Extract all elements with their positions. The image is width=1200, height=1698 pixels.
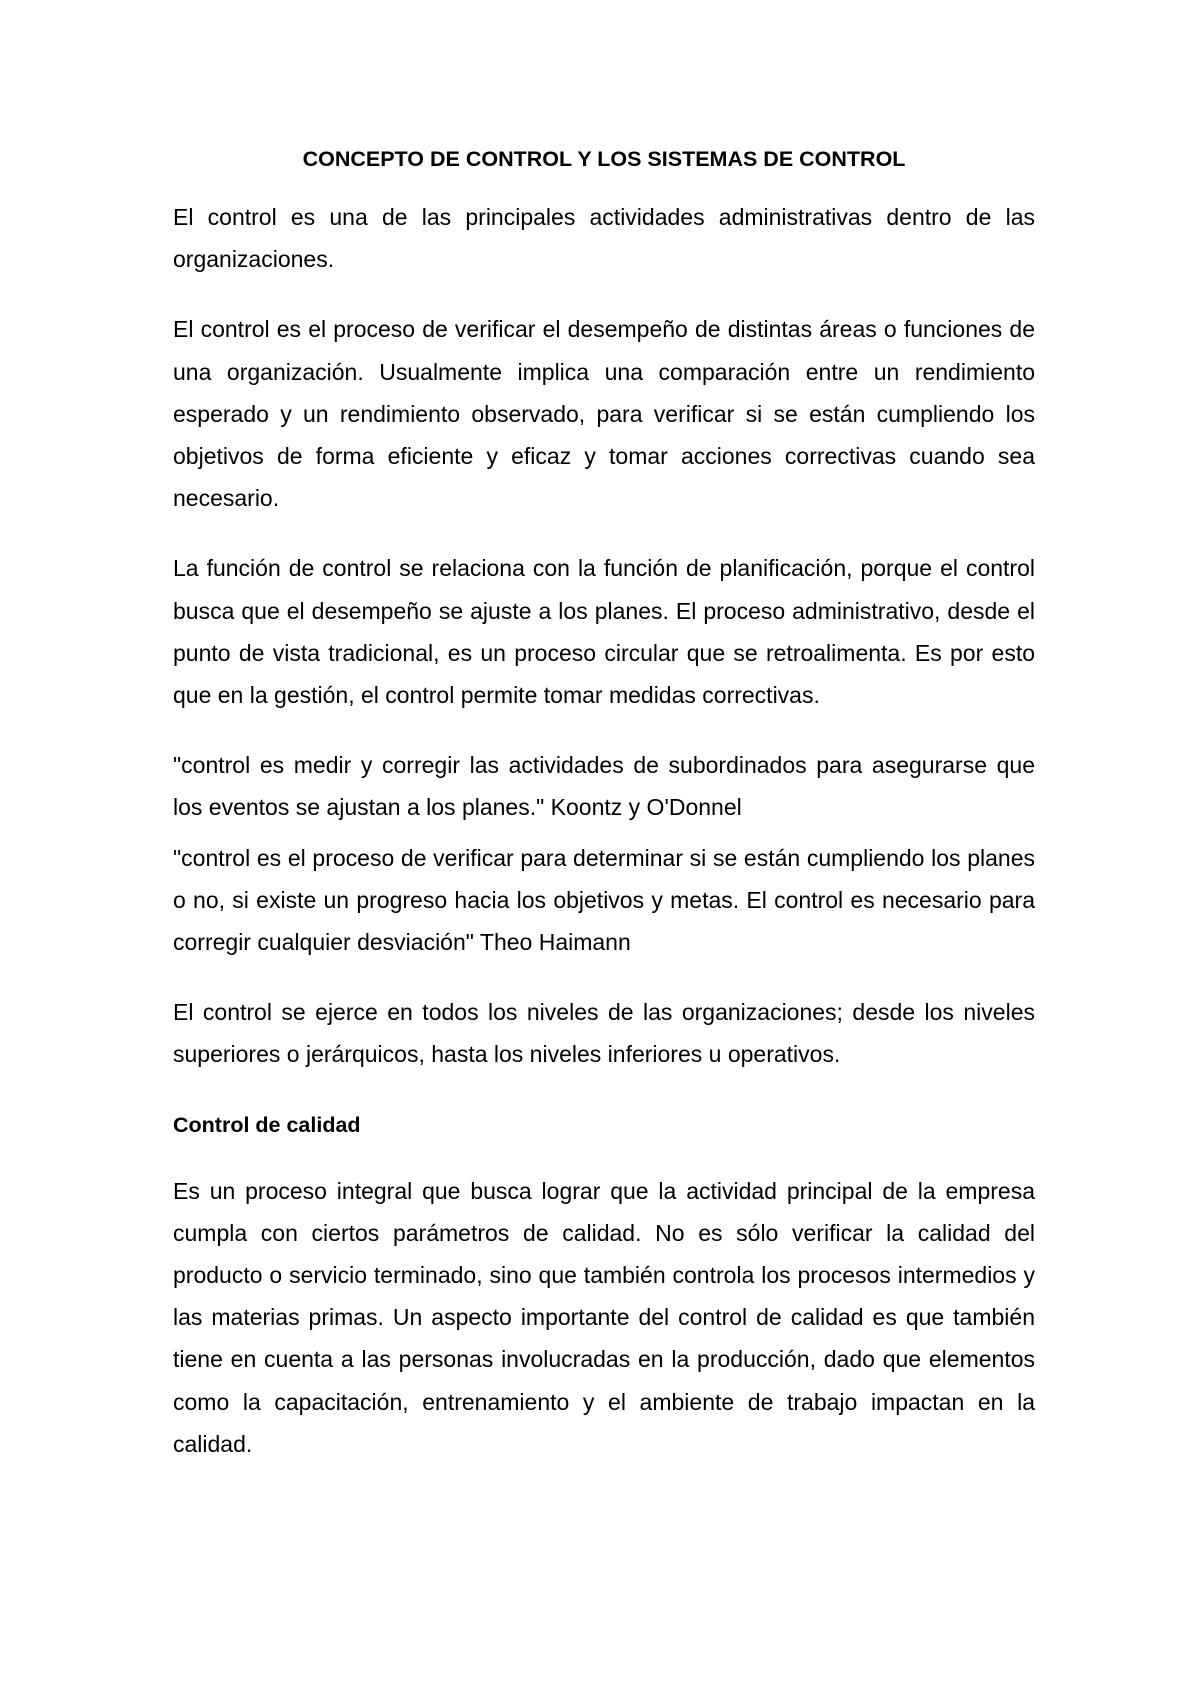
paragraph-levels: El control se ejerce en todos los niveles de las organizaciones; desde los niveles superiores o jerárquicos, hasta los niveles inferiores u operativos. (173, 999, 1035, 1068)
document-body (173, 140, 1035, 1493)
paragraph-planning: La función de control se relaciona con la función de planificación, porque el control busca que el desempeño se ajuste a los planes. El proceso administrativo, desde el punto de vista tradicional, es un proceso circular que se retroalimenta. Es por esto que en la gestión, el control permite tomar medidas correctivas. (173, 555, 1035, 709)
paragraph-intro: El control es una de las principales actividades administrativas dentro de las organizaciones. (173, 204, 1035, 273)
paragraph-quality-control: Es un proceso integral que busca lograr que la actividad principal de la empresa cumpla con ciertos parámetros de calidad. No es sólo verificar la calidad del producto o servicio terminado, sino que también controla los procesos intermedios y las materias primas. Un aspecto importante del control de calidad es que también tiene en cuenta a las personas involucradas en la producción, dado que elementos como la capacitación, entrenamiento y el ambiente de trabajo impactan en la calidad. (173, 1177, 1035, 1457)
quote-haimann: "control es el proceso de verificar para determinar si se están cumpliendo los planes o no, si existe un progreso hacia los objetivos y metas. El control es necesario para corregir cualquier desviación" Theo Haimann (173, 844, 1035, 956)
quote-koontz: "control es medir y corregir las actividades de subordinados para asegurarse que los eventos se ajustan a los planes." Koontz y O'Donnel (173, 752, 1035, 821)
section-heading-quality-control: Control de calidad (173, 1112, 361, 1137)
paragraph-definition: El control es el proceso de verificar el desempeño de distintas áreas o funciones de una organización. Usualmente implica una comparación entre un rendimiento esperado y un rendimiento observado, para verificar si se están cumpliendo los objetivos de forma eficiente y eficaz y tomar acciones correctivas cuando sea necesario. (173, 316, 1035, 512)
document-title: CONCEPTO DE CONTROL Y LOS SISTEMAS DE CONTROL (302, 147, 906, 171)
